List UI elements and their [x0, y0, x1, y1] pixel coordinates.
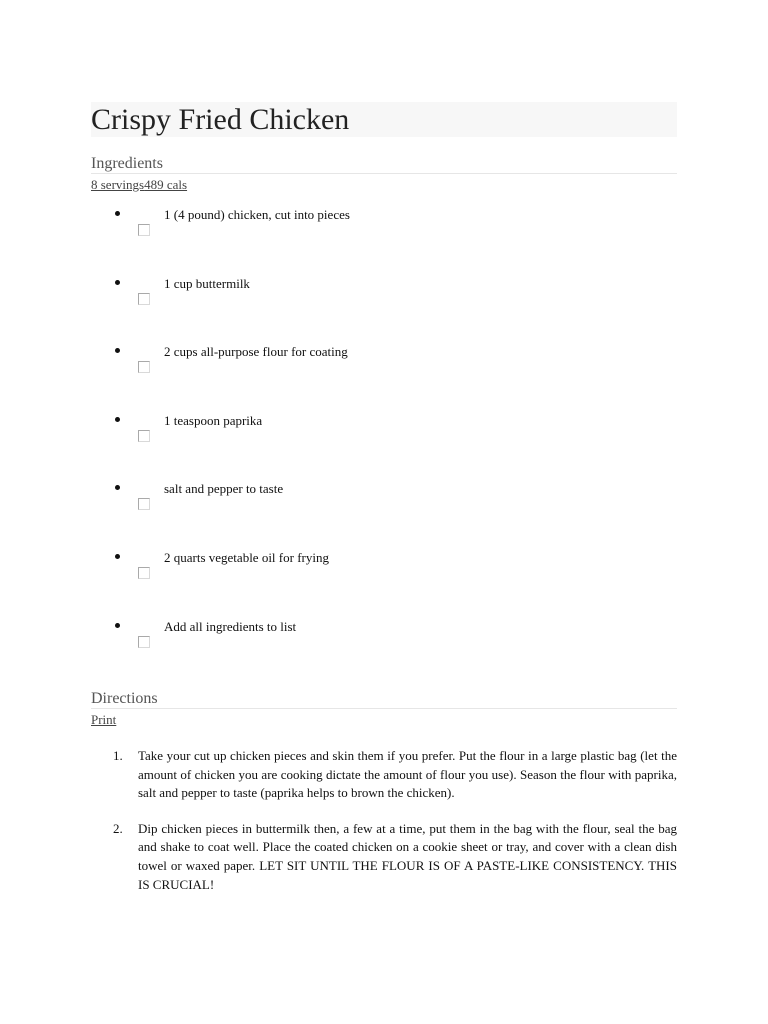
ingredient-text: salt and pepper to taste: [164, 481, 284, 497]
recipe-page: [91, 102, 677, 892]
directions-list: [91, 747, 677, 911]
servings-calories-link[interactable]: [91, 177, 187, 193]
calories-text: 489 cals: [144, 177, 188, 192]
bullet-icon: [115, 417, 120, 422]
step-text: Take your cut up chicken pieces and skin them if you prefer. Put the flour in a large plastic bag (let the amount of chicken you are cooking dictate the amount of flour you use). Season the flour with paprika, salt and pepper to taste (paprika helps to brown the chicken).: [138, 748, 677, 801]
step-number: 2.: [113, 820, 123, 836]
bullet-icon: [115, 280, 120, 285]
ingredient-checkbox[interactable]: [138, 498, 150, 510]
ingredient-text: 1 teaspoon paprika: [164, 412, 263, 428]
add-all-checkbox[interactable]: [138, 636, 150, 648]
ingredients-heading: Ingredients: [91, 155, 163, 172]
step-text: Dip chicken pieces in buttermilk then, a few at a time, put them in the bag with the flour, seal the bag and shake to coat well. Place the coated chicken on a cookie sheet or tray, and cover with a clean dish towel or waxed paper. LET SIT UNTIL THE FLOUR IS OF A PASTE-LIKE CONSISTENCY. THIS IS CRUCIAL!: [138, 820, 677, 892]
step-number: 1.: [113, 748, 123, 763]
ingredient-item: [91, 481, 677, 550]
bullet-icon: [115, 554, 120, 559]
bullet-icon: [115, 211, 120, 216]
add-all-to-list-label[interactable]: Add all ingredients to list: [164, 618, 297, 634]
bullet-icon: [115, 485, 120, 490]
ingredient-checkbox[interactable]: [138, 224, 150, 236]
servings-text: 8 servings: [91, 177, 145, 192]
ingredient-checkbox[interactable]: [138, 293, 150, 305]
ingredient-checkbox[interactable]: [138, 430, 150, 442]
ingredient-text: 1 cup buttermilk: [164, 275, 250, 291]
ingredient-text: 2 cups all-purpose flour for coating: [164, 344, 348, 360]
ingredient-list: [91, 207, 677, 687]
print-link[interactable]: Print: [91, 712, 117, 727]
ingredient-item: [91, 276, 677, 345]
ingredient-item: [91, 550, 677, 619]
direction-step: [91, 747, 677, 803]
ingredients-divider: [91, 173, 677, 174]
directions-section-header: [91, 690, 677, 729]
ingredients-section-header: [91, 155, 677, 194]
bullet-icon: [115, 623, 120, 628]
title-bar: [91, 102, 677, 137]
ingredient-item: [91, 413, 677, 482]
add-all-to-list-item: [91, 619, 677, 688]
direction-step: [91, 820, 677, 894]
ingredient-text: 1 (4 pound) chicken, cut into pieces: [164, 207, 350, 222]
ingredient-item: [91, 207, 677, 276]
directions-divider: [91, 708, 677, 709]
ingredient-checkbox[interactable]: [138, 361, 150, 373]
directions-heading: Directions: [91, 690, 158, 707]
ingredient-item: [91, 344, 677, 413]
bullet-icon: [115, 348, 120, 353]
recipe-title: Crispy Fried Chicken: [91, 103, 350, 136]
ingredient-checkbox[interactable]: [138, 567, 150, 579]
ingredient-text: 2 quarts vegetable oil for frying: [164, 549, 329, 565]
